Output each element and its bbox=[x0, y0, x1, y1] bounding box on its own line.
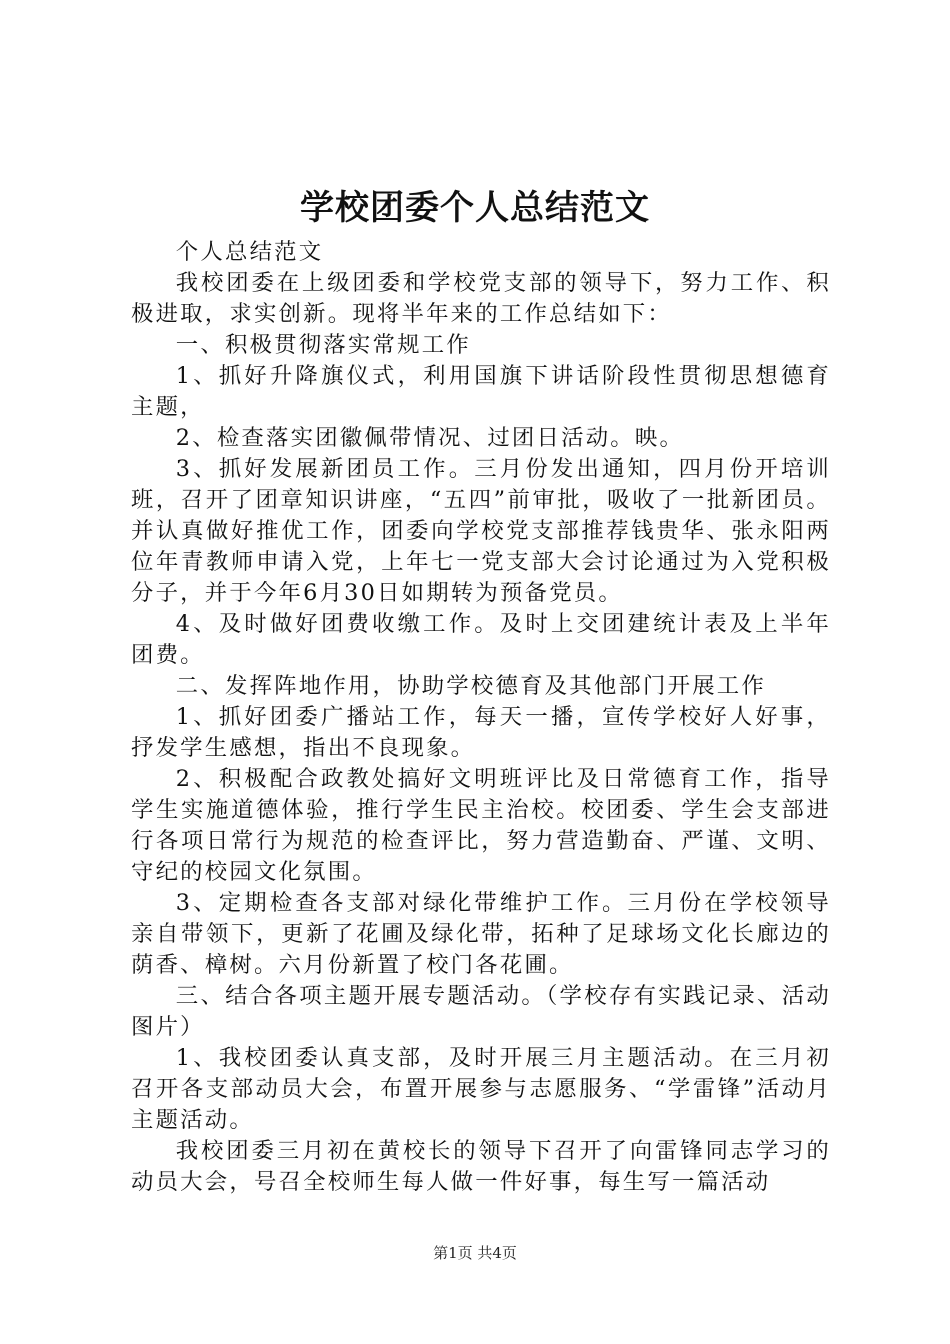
page-footer: 第1页 共4页 bbox=[433, 1244, 517, 1262]
paragraph-1-1: 1、抓好升降旗仪式，利用国旗下讲话阶段性贯彻思想德育主题， bbox=[131, 363, 831, 420]
document-title: 学校团委个人总结范文 bbox=[300, 188, 650, 228]
section-heading-1: 一、积极贯彻落实常规工作 bbox=[175, 332, 471, 358]
paragraph-intro-heading: 个人总结范文 bbox=[175, 239, 324, 265]
paragraph-2-3: 3、定期检查各支部对绿化带维护工作。三月份在学校领导亲自带领下，更新了花圃及绿化带，拓种了足球场文化长廊边的荫香、樟树。六月份新置了校门各花圃。 bbox=[131, 890, 831, 978]
paragraph-3-2: 我校团委三月初在黄校长的领导下召开了向雷锋同志学习的动员大会，号召全校师生每人做一件好事，每生写一篇活动 bbox=[131, 1138, 831, 1195]
section-heading-2: 二、发挥阵地作用，协助学校德育及其他部门开展工作 bbox=[175, 673, 766, 699]
paragraph-2-1: 1、抓好团委广播站工作，每天一播，宣传学校好人好事，抒发学生感想，指出不良现象。 bbox=[131, 704, 831, 761]
paragraph-1-2: 2、检查落实团徽佩带情况、过团日活动。映。 bbox=[175, 425, 685, 451]
paragraph-1-3: 3、抓好发展新团员工作。三月份发出通知，四月份开培训班，召开了团章知识讲座，“五四”前审批，吸收了一批新团员。并认真做好推优工作，团委向学校党支部推荐钱贵华、张永阳两位年青教师申请入党，上年七一党支部大会讨论通过为入党积极分子，并于今年6月30日如期转为预备党员。 bbox=[131, 456, 831, 606]
paragraph-intro: 我校团委在上级团委和学校党支部的领导下，努力工作、积极进取，求实创新。现将半年来的工作总结如下： bbox=[131, 270, 831, 327]
paragraph-2-2: 2、积极配合政教处搞好文明班评比及日常德育工作，指导学生实施道德体验，推行学生民主治校。校团委、学生会支部进行各项日常行为规范的检查评比，努力营造勤奋、严谨、文明、守纪的校园文化氛围。 bbox=[131, 766, 831, 885]
paragraph-1-4: 4、及时做好团费收缴工作。及时上交团建统计表及上半年团费。 bbox=[131, 611, 831, 668]
section-heading-3: 三、结合各项主题开展专题活动。（学校存有实践记录、活动图片） bbox=[131, 983, 831, 1040]
document-body bbox=[131, 237, 831, 1198]
paragraph-3-1: 1、我校团委认真支部，及时开展三月主题活动。在三月初召开各支部动员大会，布置开展参与志愿服务、“学雷锋”活动月主题活动。 bbox=[131, 1045, 831, 1133]
